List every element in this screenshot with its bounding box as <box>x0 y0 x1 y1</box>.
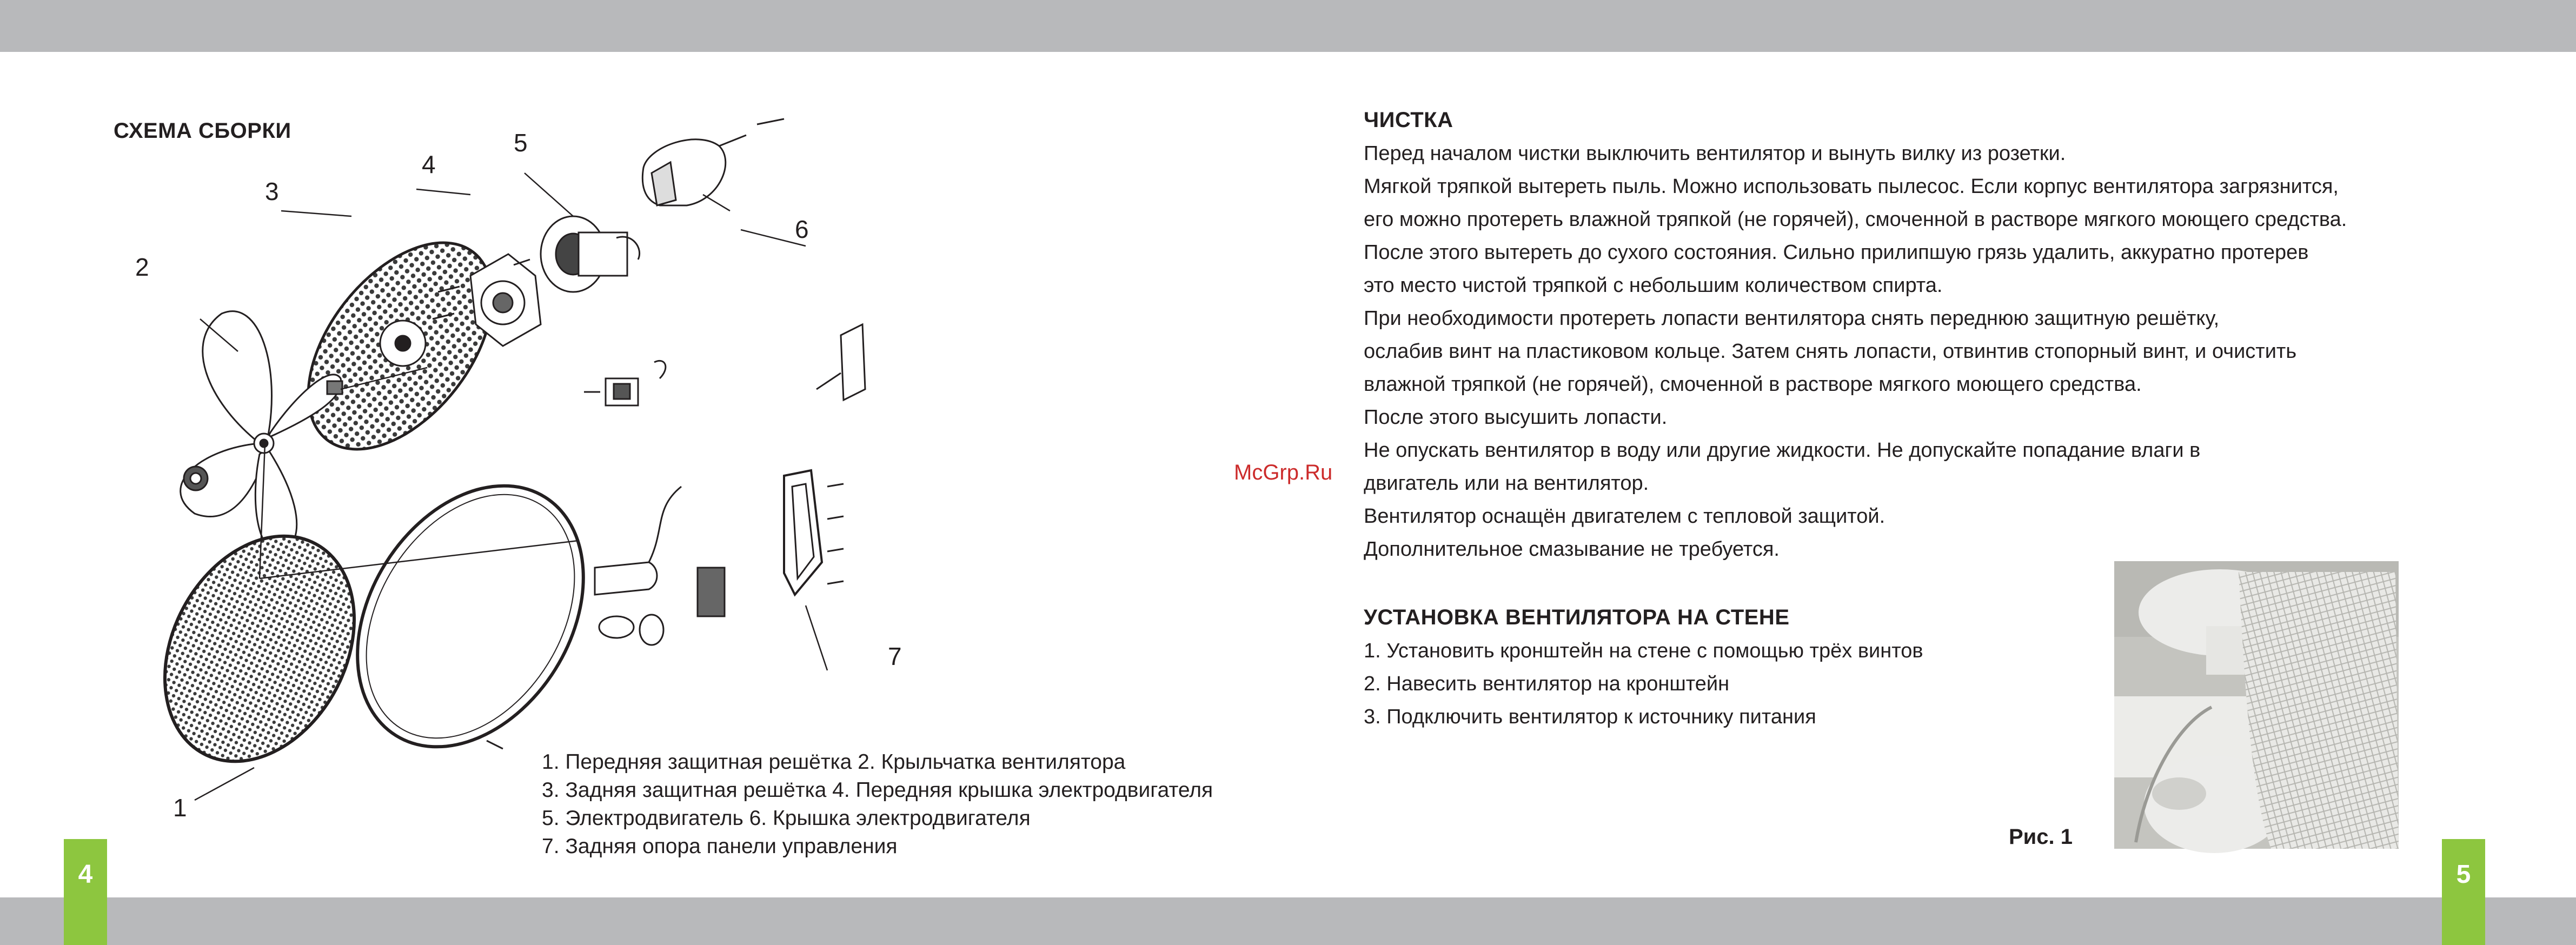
top-bar <box>0 0 2576 52</box>
page-number-left: 4 <box>64 839 107 945</box>
switch-part <box>584 361 666 405</box>
text-line: Не опускать вентилятор в воду или другие жидкости. Не допускайте попадание влаги в <box>1364 439 2201 462</box>
impeller-part <box>181 311 341 553</box>
assembly-legend <box>542 748 1213 861</box>
text-line: Мягкой тряпкой вытереть пыль. Можно использовать пылесос. Если корпус вентилятора загрязнится, <box>1364 175 2339 198</box>
text-line: это место чистой тряпкой с небольшим количеством спирта. <box>1364 274 1943 297</box>
watermark: McGrp.Ru <box>1234 461 1333 484</box>
legend-item: 1. Передняя защитная решётка 2. Крыльчатка вентилятора <box>542 750 1126 774</box>
callout-6: 6 <box>795 215 809 243</box>
front-guard-part <box>127 503 391 795</box>
callout-1: 1 <box>173 794 187 822</box>
callout-7: 7 <box>888 642 902 670</box>
text-line: Вентилятор оснащён двигателем с тепловой защитой. <box>1364 505 1885 528</box>
wall-mount-steps <box>1364 635 1923 734</box>
text-line: После этого вытереть до сухого состояния. Сильно прилипшую грязь удалить, аккуратно протерев <box>1364 241 2309 264</box>
text-line: При необходимости протереть лопасти вентилятора снять переднюю защитную решётку, <box>1364 307 2220 330</box>
figure-caption: Рис. 1 <box>2009 825 2073 849</box>
step-item: 2. Навесить вентилятор на кронштейн <box>1364 673 1730 695</box>
assembly-heading: СХЕМА СБОРКИ <box>114 119 291 143</box>
wall-mount-heading: УСТАНОВКА ВЕНТИЛЯТОРА НА СТЕНЕ <box>1364 605 1790 629</box>
wall-mounted-fan-photo <box>2114 561 2399 849</box>
callout-3: 3 <box>265 177 279 205</box>
callout-4: 4 <box>422 150 436 178</box>
bottom-bar <box>0 897 2576 945</box>
spinner-nut-part <box>184 467 208 490</box>
motor-cover-part <box>642 119 784 205</box>
legend-item: 7. Задняя опора панели управления <box>542 835 898 858</box>
text-line: Дополнительное смазывание не требуется. <box>1364 538 1780 561</box>
legend-item: 3. Задняя защитная решётка 4. Передняя крышка электродвигателя <box>542 778 1213 802</box>
text-line: двигатель или на вентилятор. <box>1364 472 1649 495</box>
step-item: 1. Установить кронштейн на стене с помощью трёх винтов <box>1364 640 1923 662</box>
wall-bracket-part <box>816 324 865 400</box>
control-panel-support-part <box>784 470 844 595</box>
cleaning-heading: ЧИСТКА <box>1364 108 1453 132</box>
step-item: 3. Подключить вентилятор к источнику питания <box>1364 706 1816 728</box>
text-line: ослабив винт на пластиковом кольце. Затем снять лопасти, отвинтив стопорный винт, и очистить <box>1364 340 2297 363</box>
callout-5: 5 <box>514 129 528 157</box>
front-ring-part <box>311 444 629 788</box>
callout-2: 2 <box>135 253 149 281</box>
circuit-board-part <box>698 568 725 616</box>
text-line: влажной тряпкой (не горячей), смоченной в растворе мягкого моющего средства. <box>1364 373 2142 396</box>
cleaning-text <box>1364 137 2347 566</box>
page-number-right: 5 <box>2442 839 2485 945</box>
text-line: Перед началом чистки выключить вентилятор и вынуть вилку из розетки. <box>1364 142 2066 165</box>
text-line: его можно протереть влажной тряпкой (не горячей), смоченной в растворе мягкого моющего средства. <box>1364 208 2347 231</box>
text-line: После этого высушить лопасти. <box>1364 406 1668 429</box>
legend-item: 5. Электродвигатель 6. Крышка электродвигателя <box>542 807 1031 830</box>
rear-guard-part <box>271 209 529 483</box>
